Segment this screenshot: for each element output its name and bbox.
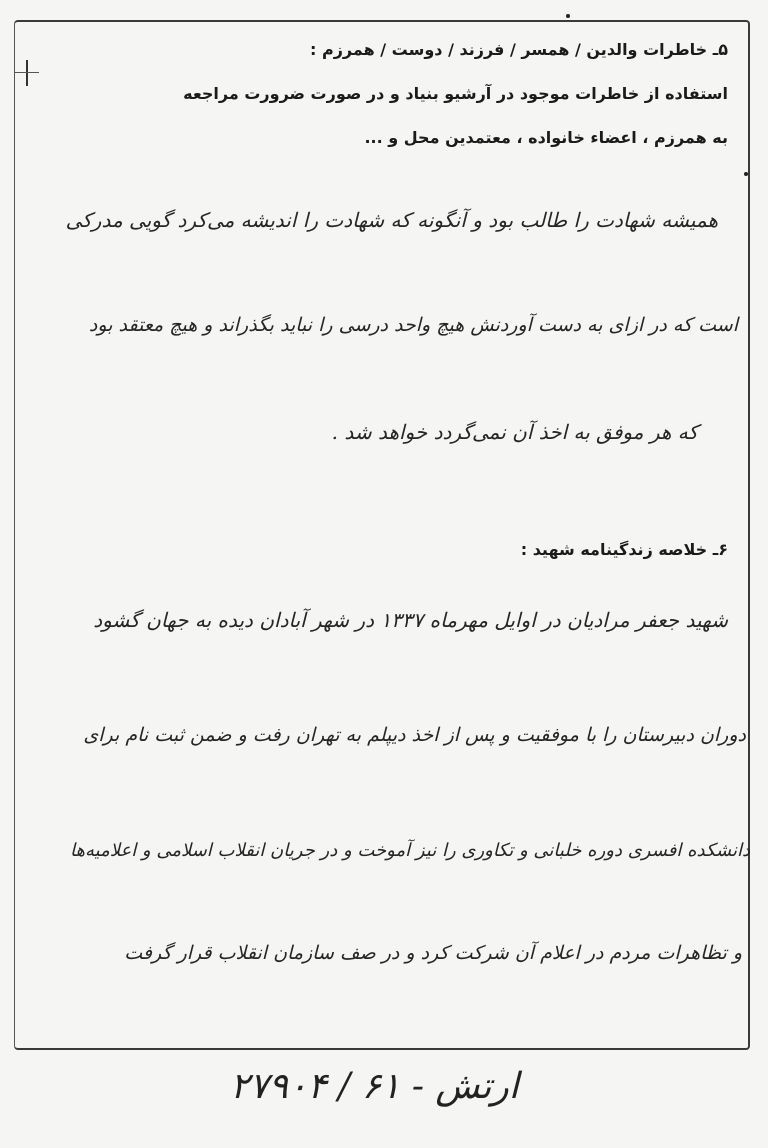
section5-handwritten-line: است که در ازای به دست آوردنش هیچ واحد درسی را نباید بگذراند و هیچ معتقد بود <box>88 314 738 336</box>
page-border <box>14 20 750 1050</box>
section5-instructions-line1: استفاده از خاطرات موجود در آرشیو بنیاد و در صورت ضرورت مراجعه <box>183 84 728 103</box>
section5-heading: ۵ـ خاطرات والدین / همسر / فرزند / دوست / همرزم : <box>310 40 728 59</box>
section5-handwritten-line: همیشه شهادت را طالب بود و آنگونه که شهادت را اندیشه می‌کرد گویی مدرکی <box>65 208 718 232</box>
section6-handwritten-line: شهید جعفر مرادیان در اوایل مهرماه ۱۳۳۷ در شهر آبادان دیده به جهان گشود <box>93 608 728 632</box>
section6-handwritten-line: دانشکده افسری دوره خلبانی و تکاوری را نیز آموخت و در جریان انقلاب اسلامی و اعلامیه‌ها <box>70 840 750 861</box>
section6-handwritten-line: دوران دبیرستان را با موفقیت و پس از اخذ دیپلم به تهران رفت و ضمن ثبت نام برای <box>83 724 746 746</box>
section6-handwritten-line: و تظاهرات مردم در اعلام آن شرکت کرد و در صف سازمان انقلاب قرار گرفت <box>124 942 742 964</box>
ink-speck <box>566 14 570 18</box>
section6-heading: ۶ـ خلاصه زندگینامه شهید : <box>520 540 728 559</box>
ink-speck <box>744 172 748 176</box>
archive-reference-number: ارتش - ۶۱ / ۲۷۹۰۴ <box>230 1066 519 1107</box>
section5-instructions-line2: به همرزم ، اعضاء خانواده ، معتمدین محل و ... <box>364 128 728 147</box>
section5-handwritten-line: که هر موفق به اخذ آن نمی‌گردد خواهد شد . <box>331 420 698 444</box>
margin-tick-horizontal <box>15 72 39 73</box>
margin-tick <box>26 60 28 86</box>
